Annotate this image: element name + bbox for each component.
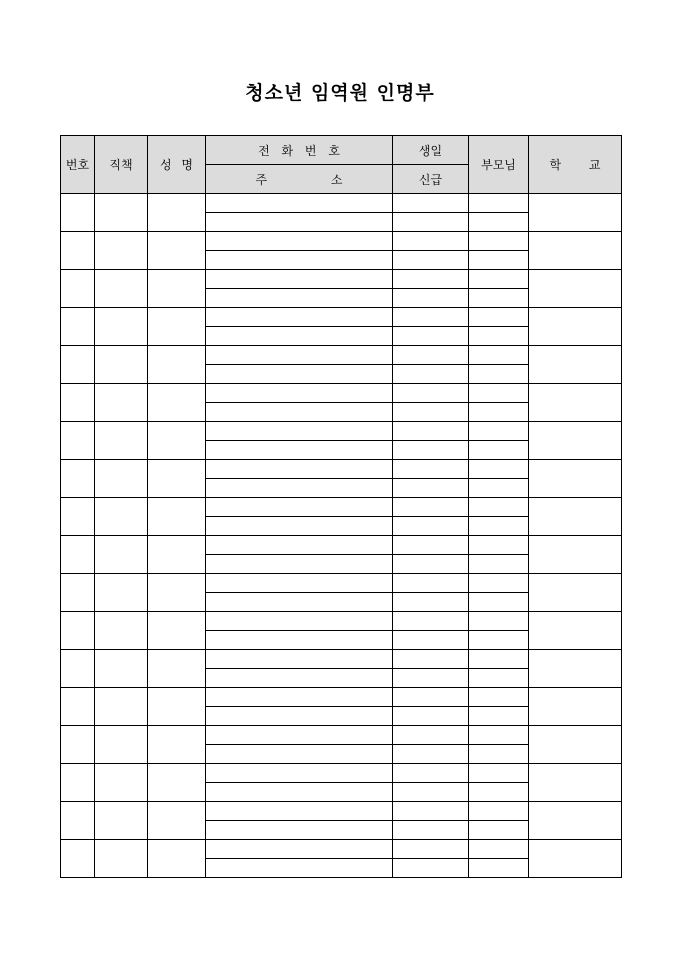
parents-cell[interactable]	[469, 631, 529, 650]
parents-cell[interactable]	[469, 384, 529, 403]
table-row	[61, 194, 622, 213]
signup-cell[interactable]	[393, 821, 469, 840]
table-row	[61, 574, 622, 593]
name-cell[interactable]	[148, 726, 206, 764]
table-row	[61, 764, 622, 783]
signup-cell[interactable]	[393, 555, 469, 574]
address-cell[interactable]	[206, 289, 393, 308]
position-cell[interactable]	[95, 574, 148, 612]
header-name: 성 명	[148, 136, 206, 194]
birthday-cell[interactable]	[393, 194, 469, 213]
signup-cell[interactable]	[393, 707, 469, 726]
parents-cell[interactable]	[469, 289, 529, 308]
number-cell[interactable]	[61, 688, 95, 726]
position-cell[interactable]	[95, 840, 148, 878]
header-address: 주 소	[206, 165, 393, 194]
phone-cell[interactable]	[206, 346, 393, 365]
number-cell[interactable]	[61, 650, 95, 688]
signup-cell[interactable]	[393, 365, 469, 384]
position-cell[interactable]	[95, 422, 148, 460]
birthday-cell[interactable]	[393, 422, 469, 441]
header-phone: 전 화 번 호	[206, 136, 393, 165]
parents-cell[interactable]	[469, 593, 529, 612]
roster-table	[60, 135, 622, 878]
name-cell[interactable]	[148, 612, 206, 650]
number-cell[interactable]	[61, 498, 95, 536]
phone-cell[interactable]	[206, 802, 393, 821]
birthday-cell[interactable]	[393, 688, 469, 707]
school-cell[interactable]	[529, 308, 622, 346]
school-cell[interactable]	[529, 764, 622, 802]
birthday-cell[interactable]	[393, 232, 469, 251]
school-cell[interactable]	[529, 802, 622, 840]
name-cell[interactable]	[148, 764, 206, 802]
school-cell[interactable]	[529, 232, 622, 270]
parents-cell[interactable]	[469, 422, 529, 441]
position-cell[interactable]	[95, 802, 148, 840]
birthday-cell[interactable]	[393, 802, 469, 821]
address-cell[interactable]	[206, 593, 393, 612]
number-cell[interactable]	[61, 802, 95, 840]
birthday-cell[interactable]	[393, 612, 469, 631]
school-cell[interactable]	[529, 346, 622, 384]
parents-cell[interactable]	[469, 555, 529, 574]
birthday-cell[interactable]	[393, 498, 469, 517]
signup-cell[interactable]	[393, 669, 469, 688]
address-cell[interactable]	[206, 783, 393, 802]
address-cell[interactable]	[206, 859, 393, 878]
number-cell[interactable]	[61, 726, 95, 764]
address-cell[interactable]	[206, 251, 393, 270]
name-cell[interactable]	[148, 650, 206, 688]
position-cell[interactable]	[95, 194, 148, 232]
birthday-cell[interactable]	[393, 308, 469, 327]
phone-cell[interactable]	[206, 650, 393, 669]
signup-cell[interactable]	[393, 517, 469, 536]
parents-cell[interactable]	[469, 536, 529, 555]
birthday-cell[interactable]	[393, 726, 469, 745]
parents-cell[interactable]	[469, 802, 529, 821]
name-cell[interactable]	[148, 270, 206, 308]
parents-cell[interactable]	[469, 650, 529, 669]
parents-cell[interactable]	[469, 859, 529, 878]
parents-cell[interactable]	[469, 669, 529, 688]
parents-cell[interactable]	[469, 688, 529, 707]
address-cell[interactable]	[206, 745, 393, 764]
name-cell[interactable]	[148, 422, 206, 460]
position-cell[interactable]	[95, 726, 148, 764]
school-cell[interactable]	[529, 270, 622, 308]
parents-cell[interactable]	[469, 479, 529, 498]
birthday-cell[interactable]	[393, 650, 469, 669]
address-cell[interactable]	[206, 441, 393, 460]
table-row	[61, 650, 622, 669]
header-parents: 부모님	[469, 136, 529, 194]
school-cell[interactable]	[529, 498, 622, 536]
position-cell[interactable]	[95, 764, 148, 802]
address-cell[interactable]	[206, 479, 393, 498]
position-cell[interactable]	[95, 688, 148, 726]
school-cell[interactable]	[529, 384, 622, 422]
parents-cell[interactable]	[469, 612, 529, 631]
table-row	[61, 498, 622, 517]
signup-cell[interactable]	[393, 859, 469, 878]
parents-cell[interactable]	[469, 574, 529, 593]
signup-cell[interactable]	[393, 631, 469, 650]
header-signup: 신급	[393, 165, 469, 194]
number-cell[interactable]	[61, 840, 95, 878]
parents-cell[interactable]	[469, 441, 529, 460]
phone-cell[interactable]	[206, 688, 393, 707]
parents-cell[interactable]	[469, 726, 529, 745]
school-cell[interactable]	[529, 422, 622, 460]
position-cell[interactable]	[95, 270, 148, 308]
number-cell[interactable]	[61, 764, 95, 802]
parents-cell[interactable]	[469, 365, 529, 384]
table-row	[61, 688, 622, 707]
table-row	[61, 460, 622, 479]
position-cell[interactable]	[95, 232, 148, 270]
school-cell[interactable]	[529, 726, 622, 764]
number-cell[interactable]	[61, 422, 95, 460]
parents-cell[interactable]	[469, 783, 529, 802]
number-cell[interactable]	[61, 536, 95, 574]
signup-cell[interactable]	[393, 783, 469, 802]
parents-cell[interactable]	[469, 270, 529, 289]
birthday-cell[interactable]	[393, 536, 469, 555]
signup-cell[interactable]	[393, 251, 469, 270]
position-cell[interactable]	[95, 498, 148, 536]
parents-cell[interactable]	[469, 232, 529, 251]
phone-cell[interactable]	[206, 232, 393, 251]
school-cell[interactable]	[529, 840, 622, 878]
parents-cell[interactable]	[469, 745, 529, 764]
name-cell[interactable]	[148, 498, 206, 536]
table-row	[61, 536, 622, 555]
birthday-cell[interactable]	[393, 764, 469, 783]
name-cell[interactable]	[148, 802, 206, 840]
school-cell[interactable]	[529, 574, 622, 612]
parents-cell[interactable]	[469, 308, 529, 327]
table-row	[61, 726, 622, 745]
birthday-cell[interactable]	[393, 270, 469, 289]
phone-cell[interactable]	[206, 194, 393, 213]
signup-cell[interactable]	[393, 745, 469, 764]
birthday-cell[interactable]	[393, 460, 469, 479]
address-cell[interactable]	[206, 403, 393, 422]
table-row	[61, 346, 622, 365]
header-school: 학 교	[529, 136, 622, 194]
name-cell[interactable]	[148, 232, 206, 270]
name-cell[interactable]	[148, 384, 206, 422]
name-cell[interactable]	[148, 346, 206, 384]
table-row	[61, 840, 622, 859]
number-cell[interactable]	[61, 384, 95, 422]
phone-cell[interactable]	[206, 308, 393, 327]
table-row	[61, 384, 622, 403]
phone-cell[interactable]	[206, 764, 393, 783]
parents-cell[interactable]	[469, 346, 529, 365]
parents-cell[interactable]	[469, 194, 529, 213]
signup-cell[interactable]	[393, 403, 469, 422]
header-number: 번호	[61, 136, 95, 194]
school-cell[interactable]	[529, 650, 622, 688]
header-birthday: 생일	[393, 136, 469, 165]
name-cell[interactable]	[148, 194, 206, 232]
name-cell[interactable]	[148, 688, 206, 726]
address-cell[interactable]	[206, 631, 393, 650]
number-cell[interactable]	[61, 346, 95, 384]
phone-cell[interactable]	[206, 612, 393, 631]
table-row	[61, 308, 622, 327]
table-row	[61, 232, 622, 251]
parents-cell[interactable]	[469, 821, 529, 840]
parents-cell[interactable]	[469, 517, 529, 536]
phone-cell[interactable]	[206, 840, 393, 859]
phone-cell[interactable]	[206, 460, 393, 479]
phone-cell[interactable]	[206, 536, 393, 555]
position-cell[interactable]	[95, 612, 148, 650]
number-cell[interactable]	[61, 194, 95, 232]
school-cell[interactable]	[529, 194, 622, 232]
name-cell[interactable]	[148, 460, 206, 498]
position-cell[interactable]	[95, 650, 148, 688]
address-cell[interactable]	[206, 555, 393, 574]
number-cell[interactable]	[61, 308, 95, 346]
position-cell[interactable]	[95, 346, 148, 384]
school-cell[interactable]	[529, 460, 622, 498]
name-cell[interactable]	[148, 574, 206, 612]
number-cell[interactable]	[61, 232, 95, 270]
school-cell[interactable]	[529, 536, 622, 574]
name-cell[interactable]	[148, 840, 206, 878]
signup-cell[interactable]	[393, 479, 469, 498]
page-title: 청소년 임역원 인명부	[245, 82, 435, 104]
table-row	[61, 802, 622, 821]
parents-cell[interactable]	[469, 840, 529, 859]
name-cell[interactable]	[148, 536, 206, 574]
parents-cell[interactable]	[469, 498, 529, 517]
position-cell[interactable]	[95, 384, 148, 422]
phone-cell[interactable]	[206, 422, 393, 441]
address-cell[interactable]	[206, 821, 393, 840]
position-cell[interactable]	[95, 536, 148, 574]
school-cell[interactable]	[529, 688, 622, 726]
phone-cell[interactable]	[206, 384, 393, 403]
birthday-cell[interactable]	[393, 346, 469, 365]
parents-cell[interactable]	[469, 403, 529, 422]
position-cell[interactable]	[95, 460, 148, 498]
number-cell[interactable]	[61, 270, 95, 308]
table-row	[61, 612, 622, 631]
address-cell[interactable]	[206, 707, 393, 726]
name-cell[interactable]	[148, 308, 206, 346]
address-cell[interactable]	[206, 669, 393, 688]
phone-cell[interactable]	[206, 726, 393, 745]
parents-cell[interactable]	[469, 251, 529, 270]
phone-cell[interactable]	[206, 270, 393, 289]
number-cell[interactable]	[61, 574, 95, 612]
number-cell[interactable]	[61, 612, 95, 650]
address-cell[interactable]	[206, 327, 393, 346]
table-row	[61, 422, 622, 441]
header-position: 직책	[95, 136, 148, 194]
position-cell[interactable]	[95, 308, 148, 346]
parents-cell[interactable]	[469, 764, 529, 783]
signup-cell[interactable]	[393, 593, 469, 612]
school-cell[interactable]	[529, 612, 622, 650]
signup-cell[interactable]	[393, 327, 469, 346]
number-cell[interactable]	[61, 460, 95, 498]
birthday-cell[interactable]	[393, 574, 469, 593]
signup-cell[interactable]	[393, 289, 469, 308]
parents-cell[interactable]	[469, 213, 529, 232]
birthday-cell[interactable]	[393, 840, 469, 859]
parents-cell[interactable]	[469, 327, 529, 346]
address-cell[interactable]	[206, 213, 393, 232]
birthday-cell[interactable]	[393, 384, 469, 403]
signup-cell[interactable]	[393, 213, 469, 232]
parents-cell[interactable]	[469, 707, 529, 726]
address-cell[interactable]	[206, 365, 393, 384]
parents-cell[interactable]	[469, 460, 529, 479]
address-cell[interactable]	[206, 517, 393, 536]
signup-cell[interactable]	[393, 441, 469, 460]
phone-cell[interactable]	[206, 574, 393, 593]
table-row	[61, 270, 622, 289]
phone-cell[interactable]	[206, 498, 393, 517]
